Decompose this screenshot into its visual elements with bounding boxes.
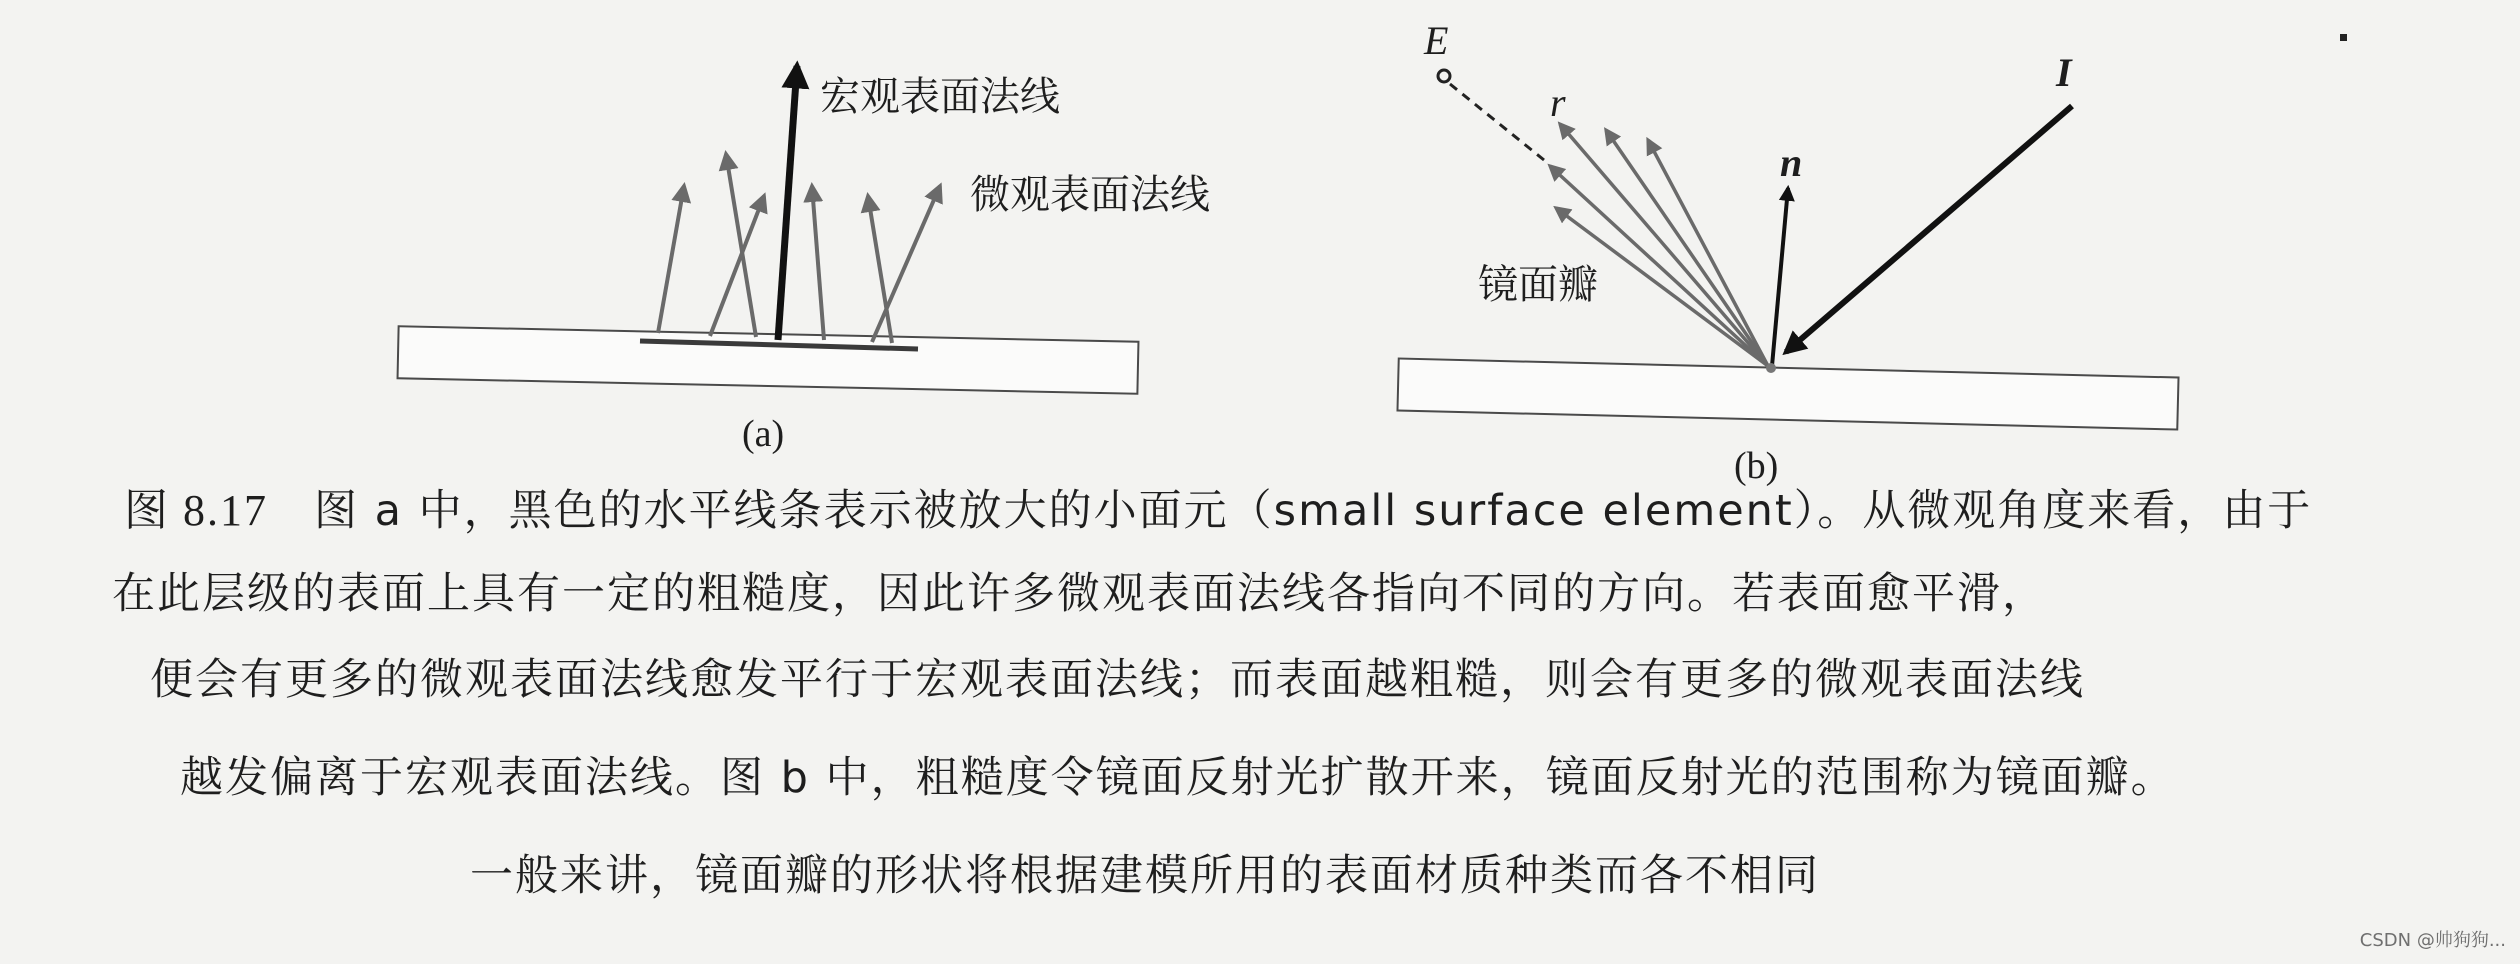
normal-label: n [1780,140,1803,185]
caption-line: 一般来讲，镜面瓣的形状将根据建模所用的表面材质种类而各不相同 [470,851,1820,901]
normal-arrow-n [1772,188,1788,366]
figure-number: 图 8.17 [124,486,268,535]
macro-normal-label: 宏观表面法线 [820,74,1060,120]
micro-normal-label: 微观表面法线 [970,172,1210,218]
subfigure-a-label: (a) [742,413,785,455]
caption-text: 图 a 中，黑色的水平线条表示被放大的小面元（small surface element）。从微观角度来看，由于 [314,486,2313,536]
caption-line: 在此层级的表面上具有一定的粗糙度，因此许多微观表面法线各指向不同的方向。若表面愈平滑， [112,569,2047,619]
eye-direction-dashed [1450,84,1544,160]
subfigure-b-label: (b) [1734,445,1779,487]
specular-ray [1560,124,1768,366]
page-speck [2340,34,2347,41]
eye-label: E [1424,18,1449,63]
caption-line [124,474,2312,538]
micro-normal-arrow [812,186,824,340]
surface-slab-a [398,326,1139,393]
micro-normal-arrow [658,186,684,333]
specular-ray [1648,140,1768,366]
surface-slab-b [1397,358,2178,429]
figure-b [1397,18,2347,487]
figure-a [398,66,1210,455]
micro-normal-arrow [872,186,940,342]
specular-lobe-label: 镜面瓣 [1478,262,1598,308]
incident-arrow-i [1786,106,2072,352]
micro-normal-arrow [726,154,756,337]
caption-line: 便会有更多的微观表面法线愈发平行于宏观表面法线；而表面越粗糙，则会有更多的微观表面法线 [150,655,2085,705]
specular-ray [1606,130,1768,366]
eye-point [1438,70,1450,82]
macro-normal-arrow [778,66,797,340]
incident-label: I [2056,50,2072,95]
reflection-point [1766,363,1776,373]
reflect-label: r [1550,80,1566,125]
caption-line: 越发偏离于宏观表面法线。图 b 中，粗糙度令镜面反射光扩散开来，镜面反射光的范围称为镜面瓣。 [180,753,2176,803]
csdn-watermark: CSDN @帅狗狗... [2359,930,2506,951]
